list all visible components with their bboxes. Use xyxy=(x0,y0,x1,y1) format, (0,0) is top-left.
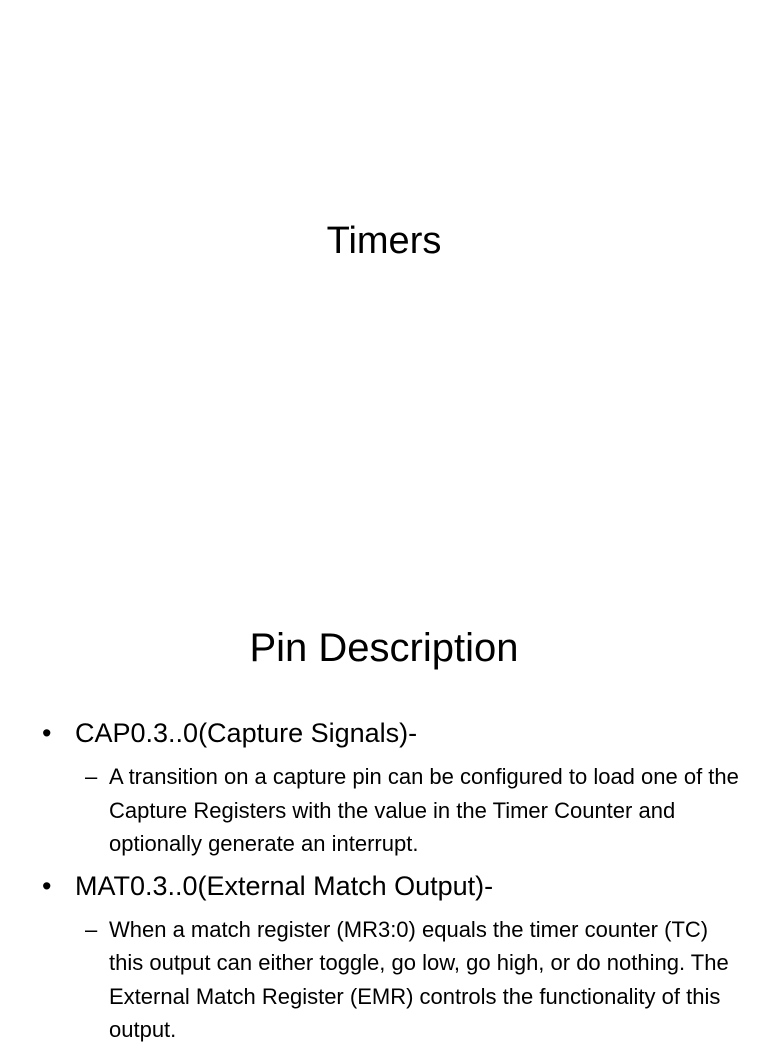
sub-bullet-item xyxy=(42,913,742,1047)
bullet-item xyxy=(42,869,742,903)
sub-bullet-item xyxy=(42,760,742,861)
bullet-marker: • xyxy=(42,870,52,901)
sub-bullet-marker: – xyxy=(85,764,98,789)
slide-pin-description xyxy=(0,576,768,1042)
sub-bullet-text: When a match register (MR3:0) equals the timer counter (TC) this output can either toggle, go low, go high, or do nothing. The External Match Register (EMR) controls the functionality of this output. xyxy=(109,916,729,1042)
bullet-marker: • xyxy=(42,718,52,748)
slide-title: Pin Description xyxy=(249,626,519,670)
sub-bullet-text: A transition on a capture pin can be configured to load one of the Capture Registers with the value in the Timer Counter and optionally generate an interrupt. xyxy=(109,764,739,856)
bullet-text: MAT0.3..0(External Match Output)- xyxy=(75,870,494,901)
bullet-list xyxy=(42,716,742,1055)
sub-bullet-marker: – xyxy=(85,916,98,942)
slide-title: Timers xyxy=(326,220,442,262)
bullet-text: CAP0.3..0(Capture Signals)- xyxy=(75,718,418,748)
bullet-item xyxy=(42,716,742,750)
